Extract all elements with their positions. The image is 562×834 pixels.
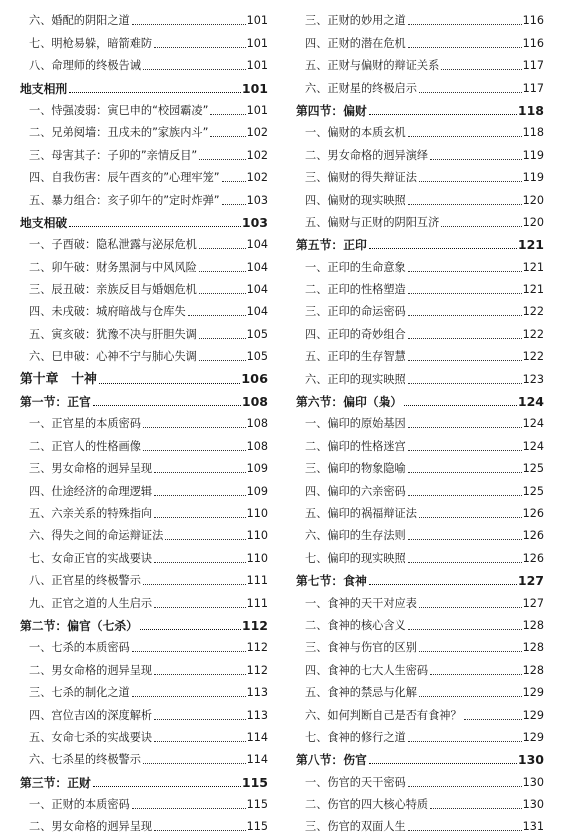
toc-section-entry[interactable] xyxy=(296,566,544,588)
toc-entry-page-number: 121 xyxy=(517,237,544,253)
toc-entry-title: 六、正印的现实映照 xyxy=(305,372,406,386)
toc-entry-title: 六、如何判断自己是否有食神？ xyxy=(305,708,462,722)
toc-entry-page-number: 121 xyxy=(522,260,544,274)
toc-item-entry[interactable] xyxy=(20,655,268,677)
dot-leader xyxy=(143,762,246,764)
toc-entry-page-number: 117 xyxy=(522,59,544,73)
dot-leader xyxy=(430,673,522,675)
toc-entry-page-number: 129 xyxy=(522,686,544,700)
toc-left-column xyxy=(20,6,268,834)
toc-item-entry[interactable] xyxy=(296,185,544,207)
dot-leader xyxy=(419,516,522,518)
toc-entry-title: 一、正官星的本质密码 xyxy=(29,417,141,431)
toc-item-entry[interactable] xyxy=(296,790,544,812)
toc-entry-title: 九、正官之道的人生启示 xyxy=(29,596,153,610)
dot-leader xyxy=(154,471,246,473)
dot-leader xyxy=(154,46,246,48)
dot-leader xyxy=(369,247,517,249)
dot-leader xyxy=(430,158,522,160)
toc-item-entry[interactable] xyxy=(296,655,544,677)
dot-leader xyxy=(408,829,522,831)
toc-entry-title: 二、男女命格的迥异演绎 xyxy=(305,148,429,162)
dot-leader xyxy=(199,337,246,339)
toc-item-entry[interactable] xyxy=(20,499,268,521)
toc-entry-title: 第六节：偏印（枭） xyxy=(296,395,403,410)
toc-entry-title: 八、正官星的终极警示 xyxy=(29,574,141,588)
dot-leader xyxy=(408,740,522,742)
toc-item-entry[interactable] xyxy=(296,543,544,565)
dot-leader xyxy=(369,113,517,115)
toc-item-entry[interactable] xyxy=(296,812,544,834)
dot-leader xyxy=(154,673,246,675)
dot-leader xyxy=(441,225,521,227)
dot-leader xyxy=(419,91,522,93)
toc-entry-page-number: 101 xyxy=(246,36,268,50)
toc-item-entry[interactable] xyxy=(20,812,268,834)
toc-entry-title: 七、女命正官的实战要诀 xyxy=(29,551,153,565)
dot-leader xyxy=(154,606,246,608)
toc-entry-title: 五、正印的生存智慧 xyxy=(305,350,406,364)
toc-entry-page-number: 103 xyxy=(246,193,268,207)
dot-leader xyxy=(143,583,246,585)
dot-leader xyxy=(430,807,522,809)
toc-entry-page-number: 120 xyxy=(522,215,544,229)
toc-entry-page-number: 119 xyxy=(522,148,544,162)
toc-entry-title: 一、子酉破：隐私泄露与泌尿危机 xyxy=(29,238,197,252)
toc-entry-title: 一、正印的生命意象 xyxy=(305,260,406,274)
dot-leader xyxy=(441,68,521,70)
dot-leader xyxy=(199,359,246,361)
toc-entry-page-number: 108 xyxy=(246,439,268,453)
toc-entry-title: 四、未戌破：城府暗战与仓库失 xyxy=(29,305,186,319)
toc-entry-page-number: 104 xyxy=(246,260,268,274)
toc-entry-page-number: 124 xyxy=(517,394,544,410)
toc-item-entry[interactable] xyxy=(296,700,544,722)
toc-item-entry[interactable] xyxy=(296,767,544,789)
toc-item-entry[interactable] xyxy=(296,476,544,498)
dot-leader xyxy=(210,135,245,137)
toc-entry-page-number: 126 xyxy=(522,551,544,565)
toc-item-entry[interactable] xyxy=(296,678,544,700)
dot-leader xyxy=(369,762,517,764)
toc-entry-title: 三、母害其子：子卯的”亲情反目” xyxy=(29,148,198,162)
toc-entry-page-number: 104 xyxy=(246,305,268,319)
dot-leader xyxy=(464,718,522,720)
toc-entry-page-number: 131 xyxy=(522,820,544,834)
toc-entry-title: 二、正官人的性格画像 xyxy=(29,439,141,453)
toc-item-entry[interactable] xyxy=(20,431,268,453)
toc-item-entry[interactable] xyxy=(20,163,268,185)
toc-entry-page-number: 102 xyxy=(246,126,268,140)
dot-leader xyxy=(93,404,241,406)
dot-leader xyxy=(408,628,522,630)
toc-entry-title: 四、自我伤害：辰午酉亥的”心理牢笼” xyxy=(29,171,220,185)
toc-entry-title: 一、七杀的本质密码 xyxy=(29,641,130,655)
toc-entry-page-number: 124 xyxy=(522,439,544,453)
toc-chapter-entry[interactable] xyxy=(20,364,268,386)
toc-entry-title: 一、偏财的本质玄机 xyxy=(305,126,406,140)
toc-entry-title: 地支相刑 xyxy=(20,81,68,96)
toc-item-entry[interactable] xyxy=(20,275,268,297)
toc-item-entry[interactable] xyxy=(20,297,268,319)
toc-entry-title: 八、命理师的终极告诫 xyxy=(29,59,141,73)
dot-leader xyxy=(408,203,522,205)
toc-entry-title: 一、恃强凌弱：寅巳申的“校园霸凌” xyxy=(29,103,209,117)
toc-entry-title: 二、男女命格的迥异呈现 xyxy=(29,820,153,834)
dot-leader xyxy=(199,270,246,272)
toc-entry-page-number: 118 xyxy=(522,126,544,140)
toc-entry-page-number: 108 xyxy=(241,394,268,410)
toc-entry-title: 四、正财的潜在危机 xyxy=(305,36,406,50)
toc-item-entry[interactable] xyxy=(20,96,268,118)
toc-entry-title: 第七节：食神 xyxy=(296,574,367,589)
toc-entry-title: 二、偏印的性格迷宫 xyxy=(305,439,406,453)
toc-entry-page-number: 109 xyxy=(246,462,268,476)
toc-entry-page-number: 103 xyxy=(241,214,268,230)
dot-leader xyxy=(132,23,246,25)
toc-entry-title: 三、偏财的得失辩证法 xyxy=(305,171,417,185)
toc-item-entry[interactable] xyxy=(296,319,544,341)
toc-entry-page-number: 128 xyxy=(522,618,544,632)
toc-item-entry[interactable] xyxy=(296,499,544,521)
toc-entry-title: 四、偏财的现实映照 xyxy=(305,193,406,207)
toc-item-entry[interactable] xyxy=(296,28,544,50)
toc-entry-title: 二、正印的性格塑造 xyxy=(305,283,406,297)
toc-entry-page-number: 130 xyxy=(522,775,544,789)
toc-entry-page-number: 112 xyxy=(241,617,268,633)
toc-item-entry[interactable] xyxy=(20,633,268,655)
dot-leader xyxy=(210,113,245,115)
toc-entry-page-number: 112 xyxy=(246,641,268,655)
toc-item-entry[interactable] xyxy=(20,6,268,28)
dot-leader xyxy=(404,404,517,406)
toc-entry-title: 二、卯午破：财务黑洞与中风风险 xyxy=(29,260,197,274)
toc-entry-page-number: 115 xyxy=(246,798,268,812)
toc-item-entry[interactable] xyxy=(20,140,268,162)
toc-entry-page-number: 111 xyxy=(246,574,268,588)
toc-entry-page-number: 128 xyxy=(522,663,544,677)
toc-entry-page-number: 110 xyxy=(246,506,268,520)
toc-entry-page-number: 102 xyxy=(246,171,268,185)
dot-leader xyxy=(188,314,246,316)
dot-leader xyxy=(408,382,522,384)
toc-entry-title: 五、六亲关系的特殊指向 xyxy=(29,506,153,520)
toc-item-entry[interactable] xyxy=(20,723,268,745)
toc-entry-page-number: 129 xyxy=(522,708,544,722)
toc-entry-page-number: 124 xyxy=(522,417,544,431)
toc-entry-title: 五、女命七杀的实战要诀 xyxy=(29,730,153,744)
toc-item-entry[interactable] xyxy=(20,185,268,207)
toc-section-entry[interactable] xyxy=(296,387,544,409)
toc-item-entry[interactable] xyxy=(296,633,544,655)
toc-entry-page-number: 130 xyxy=(522,798,544,812)
toc-item-entry[interactable] xyxy=(20,28,268,50)
toc-entry-title: 地支相破 xyxy=(20,215,68,230)
dot-leader xyxy=(154,494,246,496)
toc-item-entry[interactable] xyxy=(20,745,268,767)
toc-entry-title: 一、偏印的原始基因 xyxy=(305,417,406,431)
dot-leader xyxy=(154,829,246,831)
toc-entry-title: 四、宫位吉凶的深度解析 xyxy=(29,708,153,722)
toc-entry-title: 六、巳申破：心神不宁与肺心失调 xyxy=(29,350,197,364)
dot-leader xyxy=(143,449,246,451)
toc-entry-title: 三、伤官的双面人生 xyxy=(305,820,406,834)
toc-item-entry[interactable] xyxy=(20,566,268,588)
dot-leader xyxy=(165,538,245,540)
dot-leader xyxy=(154,740,246,742)
toc-entry-title: 一、正财的本质密码 xyxy=(29,798,130,812)
toc-item-entry[interactable] xyxy=(296,118,544,140)
dot-leader xyxy=(419,606,522,608)
toc-item-entry[interactable] xyxy=(20,476,268,498)
toc-item-entry[interactable] xyxy=(296,140,544,162)
dot-leader xyxy=(408,23,522,25)
toc-entry-title: 一、伤官的天干密码 xyxy=(305,775,406,789)
toc-item-entry[interactable] xyxy=(20,588,268,610)
toc-entry-title: 三、正财的妙用之道 xyxy=(305,14,406,28)
dot-leader xyxy=(199,292,246,294)
dot-leader xyxy=(132,807,246,809)
toc-item-entry[interactable] xyxy=(296,163,544,185)
dot-leader xyxy=(408,426,522,428)
toc-entry-title: 第八节：伤官 xyxy=(296,753,367,768)
toc-entry-page-number: 102 xyxy=(246,148,268,162)
toc-entry-title: 五、暴力组合：亥子卯午的”定时炸弹” xyxy=(29,193,220,207)
dot-leader xyxy=(408,449,522,451)
dot-leader xyxy=(132,650,246,652)
dot-leader xyxy=(154,516,246,518)
toc-entry-title: 第十章 十神 xyxy=(20,371,97,387)
toc-entry-title: 三、男女命格的迥异呈现 xyxy=(29,462,153,476)
dot-leader xyxy=(93,785,241,787)
toc-section-entry[interactable] xyxy=(20,387,268,409)
dot-leader xyxy=(132,695,246,697)
toc-item-entry[interactable] xyxy=(296,431,544,453)
toc-entry-page-number: 113 xyxy=(246,686,268,700)
dot-leader xyxy=(369,583,517,585)
toc-item-entry[interactable] xyxy=(296,342,544,364)
toc-entry-title: 第四节：偏财 xyxy=(296,103,367,118)
toc-entry-page-number: 118 xyxy=(517,102,544,118)
toc-entry-title: 二、男女命格的迥异呈现 xyxy=(29,663,153,677)
toc-entry-page-number: 105 xyxy=(246,350,268,364)
toc-entry-title: 第五节：正印 xyxy=(296,238,367,253)
toc-entry-page-number: 116 xyxy=(522,14,544,28)
toc-section-entry[interactable] xyxy=(296,230,544,252)
toc-entry-page-number: 115 xyxy=(241,774,268,790)
toc-item-entry[interactable] xyxy=(296,6,544,28)
toc-entry-title: 六、偏印的生存法则 xyxy=(305,529,406,543)
toc-item-entry[interactable] xyxy=(296,364,544,386)
toc-item-entry[interactable] xyxy=(20,678,268,700)
toc-item-entry[interactable] xyxy=(20,454,268,476)
toc-entry-title: 四、偏印的六亲密码 xyxy=(305,484,406,498)
toc-entry-title: 三、正印的命运密码 xyxy=(305,305,406,319)
toc-entry-title: 二、伤官的四大核心特质 xyxy=(305,798,429,812)
dot-leader xyxy=(408,538,522,540)
toc-section-entry[interactable] xyxy=(296,745,544,767)
toc-entry-page-number: 108 xyxy=(246,417,268,431)
dot-leader xyxy=(408,471,522,473)
toc-entry-title: 第三节：正财 xyxy=(20,775,91,790)
toc-entry-title: 五、寅亥破：犹豫不决与肝胆失调 xyxy=(29,327,197,341)
toc-item-entry[interactable] xyxy=(296,521,544,543)
toc-entry-page-number: 116 xyxy=(522,36,544,50)
toc-entry-page-number: 126 xyxy=(522,529,544,543)
toc-entry-title: 六、得失之间的命运辩证法 xyxy=(29,529,164,543)
toc-entry-page-number: 126 xyxy=(522,506,544,520)
toc-item-entry[interactable] xyxy=(296,275,544,297)
dot-leader xyxy=(419,180,522,182)
toc-entry-page-number: 106 xyxy=(241,371,268,387)
toc-item-entry[interactable] xyxy=(296,252,544,274)
toc-entry-title: 七、偏印的现实映照 xyxy=(305,551,406,565)
toc-item-entry[interactable] xyxy=(20,252,268,274)
toc-section-entry[interactable] xyxy=(20,767,268,789)
dot-leader xyxy=(222,203,246,205)
dot-leader xyxy=(143,68,246,70)
dot-leader xyxy=(408,314,522,316)
toc-entry-page-number: 121 xyxy=(522,283,544,297)
dot-leader xyxy=(69,91,241,93)
dot-leader xyxy=(154,718,246,720)
dot-leader xyxy=(408,561,522,563)
toc-entry-page-number: 125 xyxy=(522,484,544,498)
toc-item-entry[interactable] xyxy=(296,723,544,745)
toc-entry-page-number: 129 xyxy=(522,730,544,744)
dot-leader xyxy=(419,695,522,697)
dot-leader xyxy=(408,292,522,294)
dot-leader xyxy=(99,382,241,384)
dot-leader xyxy=(222,180,246,182)
toc-item-entry[interactable] xyxy=(296,51,544,73)
toc-entry-title: 第一节：正官 xyxy=(20,395,91,410)
toc-item-entry[interactable] xyxy=(20,543,268,565)
toc-section-entry[interactable] xyxy=(20,611,268,633)
toc-entry-page-number: 105 xyxy=(246,327,268,341)
toc-entry-page-number: 110 xyxy=(246,551,268,565)
dot-leader xyxy=(199,158,245,160)
toc-entry-page-number: 101 xyxy=(246,14,268,28)
toc-entry-page-number: 122 xyxy=(522,305,544,319)
toc-entry-page-number: 104 xyxy=(246,238,268,252)
toc-entry-title: 七、食神的修行之道 xyxy=(305,730,406,744)
toc-entry-page-number: 125 xyxy=(522,462,544,476)
toc-right-column xyxy=(296,6,544,834)
toc-entry-title: 二、兄弟阋墙：丑戌未的”家族内斗” xyxy=(29,126,209,140)
toc-entry-title: 七、明枪易躲，暗箭难防 xyxy=(29,36,153,50)
toc-item-entry[interactable] xyxy=(296,409,544,431)
dot-leader xyxy=(408,785,522,787)
toc-entry-page-number: 120 xyxy=(522,193,544,207)
toc-entry-page-number: 128 xyxy=(522,641,544,655)
toc-entry-title: 六、婚配的阴阳之道 xyxy=(29,14,130,28)
dot-leader xyxy=(199,247,246,249)
toc-entry-title: 三、七杀的制化之道 xyxy=(29,686,130,700)
toc-entry-title: 五、偏印的祸福辩证法 xyxy=(305,506,417,520)
toc-item-entry[interactable] xyxy=(296,297,544,319)
dot-leader xyxy=(408,359,522,361)
toc-entry-title: 四、正印的奇妙组合 xyxy=(305,327,406,341)
toc-item-entry[interactable] xyxy=(20,319,268,341)
toc-item-entry[interactable] xyxy=(20,230,268,252)
toc-entry-title: 四、食神的七大人生密码 xyxy=(305,663,429,677)
toc-entry-page-number: 114 xyxy=(246,730,268,744)
toc-entry-page-number: 119 xyxy=(522,171,544,185)
toc-item-entry[interactable] xyxy=(20,700,268,722)
toc-entry-title: 四、仕途经济的命理逻辑 xyxy=(29,484,153,498)
toc-item-entry[interactable] xyxy=(296,208,544,230)
toc-item-entry[interactable] xyxy=(296,73,544,95)
toc-entry-page-number: 109 xyxy=(246,484,268,498)
toc-entry-page-number: 104 xyxy=(246,283,268,297)
toc-item-entry[interactable] xyxy=(20,342,268,364)
dot-leader xyxy=(408,270,522,272)
toc-item-entry[interactable] xyxy=(20,51,268,73)
toc-entry-page-number: 110 xyxy=(246,529,268,543)
toc-entry-title: 五、偏财与正财的阴阳互济 xyxy=(305,215,440,229)
toc-entry-page-number: 101 xyxy=(246,59,268,73)
toc-entry-page-number: 127 xyxy=(517,573,544,589)
toc-section-entry[interactable] xyxy=(296,96,544,118)
toc-entry-title: 五、正财与偏财的辩证关系 xyxy=(305,59,440,73)
toc-entry-title: 三、偏印的物象隐喻 xyxy=(305,462,406,476)
toc-entry-page-number: 122 xyxy=(522,327,544,341)
dot-leader xyxy=(408,135,522,137)
toc-entry-page-number: 130 xyxy=(517,752,544,768)
toc-entry-page-number: 114 xyxy=(246,753,268,767)
toc-entry-title: 二、食神的核心含义 xyxy=(305,618,406,632)
toc-entry-title: 第二节：偏官（七杀） xyxy=(20,618,138,633)
toc-entry-page-number: 122 xyxy=(522,350,544,364)
toc-item-entry[interactable] xyxy=(296,611,544,633)
toc-entry-page-number: 123 xyxy=(522,372,544,386)
toc-item-entry[interactable] xyxy=(296,454,544,476)
toc-item-entry[interactable] xyxy=(20,521,268,543)
toc-item-entry[interactable] xyxy=(20,790,268,812)
toc-item-entry[interactable] xyxy=(20,118,268,140)
dot-leader xyxy=(140,628,241,630)
dot-leader xyxy=(408,46,522,48)
toc-entry-page-number: 115 xyxy=(246,820,268,834)
toc-entry-page-number: 117 xyxy=(522,81,544,95)
dot-leader xyxy=(408,337,522,339)
dot-leader xyxy=(408,494,522,496)
toc-entry-title: 三、食神与伤官的区别 xyxy=(305,641,417,655)
toc-entry-page-number: 111 xyxy=(246,596,268,610)
toc-section-entry[interactable] xyxy=(20,208,268,230)
dot-leader xyxy=(419,650,522,652)
dot-leader xyxy=(69,225,241,227)
toc-entry-page-number: 127 xyxy=(522,596,544,610)
toc-entry-title: 六、七杀星的终极警示 xyxy=(29,753,141,767)
toc-entry-page-number: 101 xyxy=(241,80,268,96)
toc-entry-page-number: 112 xyxy=(246,663,268,677)
toc-entry-title: 三、辰丑破：亲族反目与婚姻危机 xyxy=(29,283,197,297)
toc-item-entry[interactable] xyxy=(296,588,544,610)
toc-entry-title: 五、食神的禁忌与化解 xyxy=(305,686,417,700)
toc-item-entry[interactable] xyxy=(20,409,268,431)
toc-entry-title: 一、食神的天干对应表 xyxy=(305,596,417,610)
dot-leader xyxy=(143,426,246,428)
toc-entry-page-number: 101 xyxy=(246,103,268,117)
toc-entry-page-number: 113 xyxy=(246,708,268,722)
toc-section-entry[interactable] xyxy=(20,73,268,95)
dot-leader xyxy=(154,561,246,563)
toc-entry-title: 六、正财星的终极启示 xyxy=(305,81,417,95)
